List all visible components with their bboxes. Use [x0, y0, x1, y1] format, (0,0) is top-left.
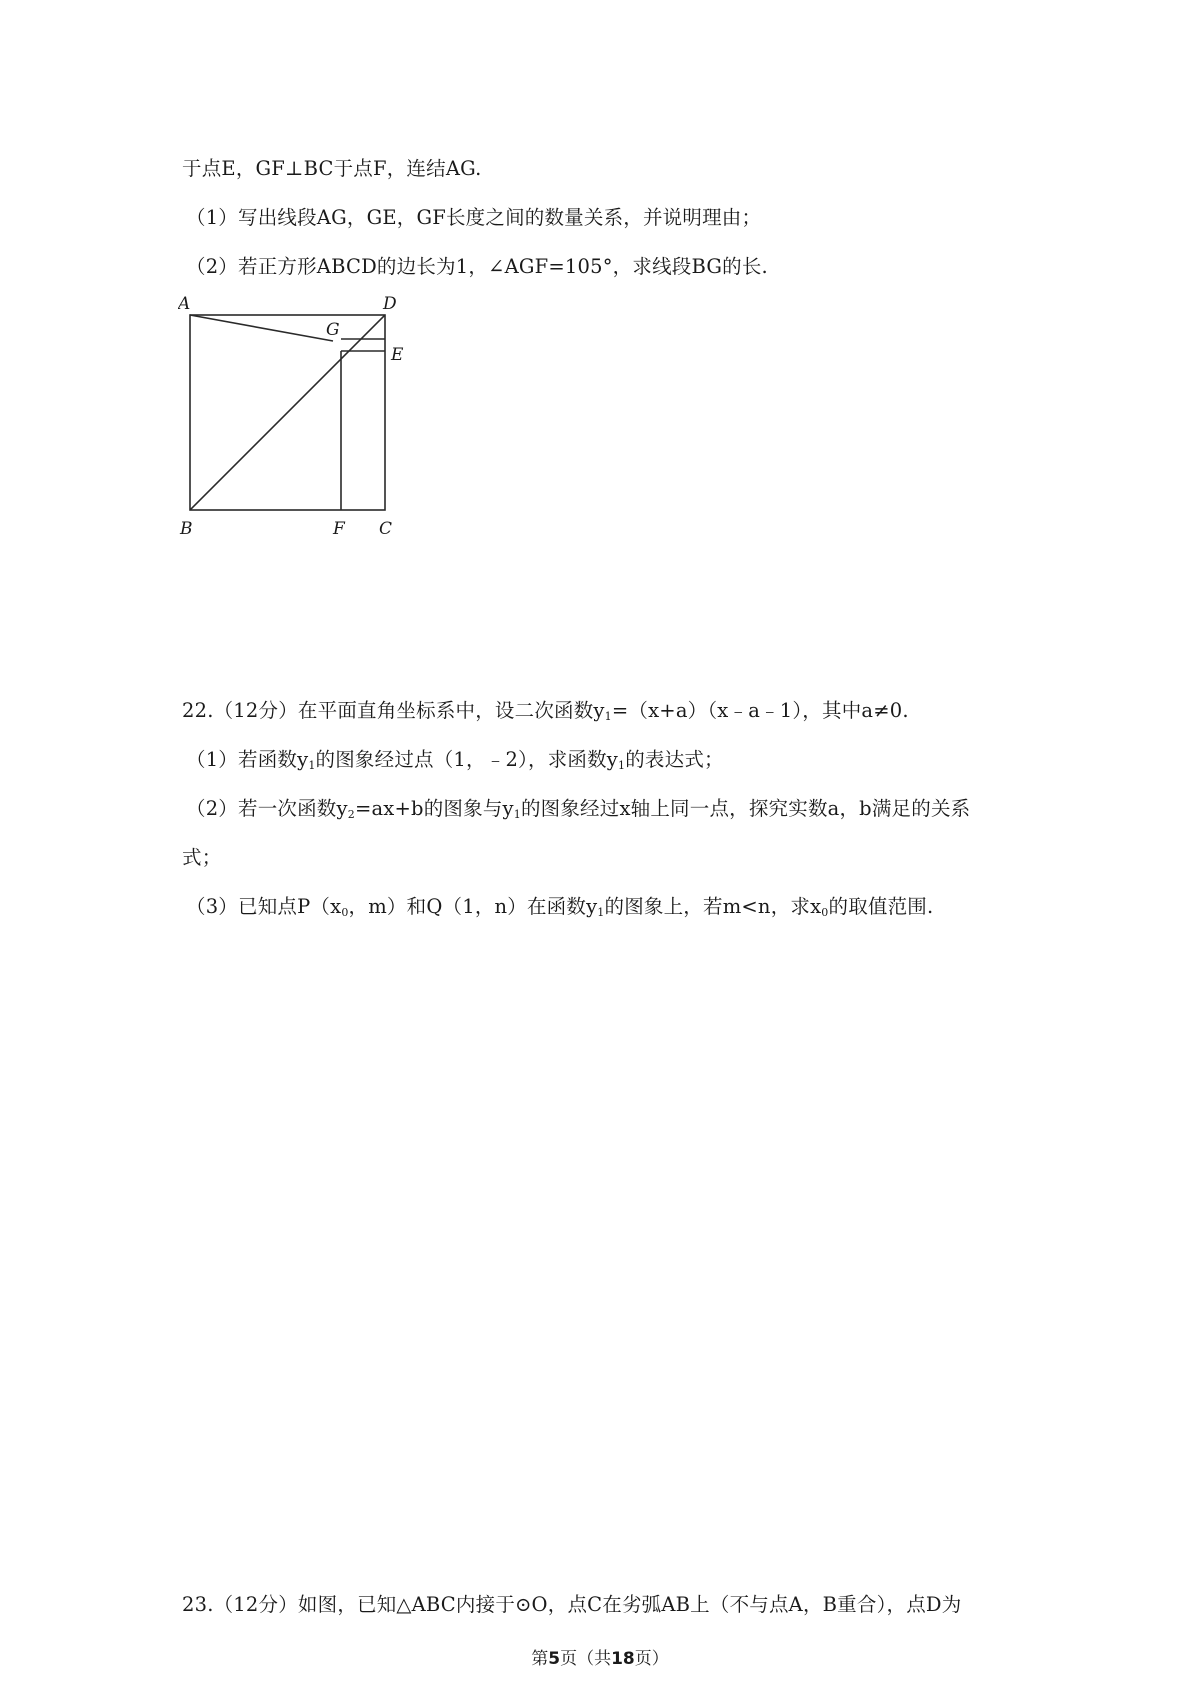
- q22-part2-continued: 式；: [182, 846, 222, 869]
- q22-part2: （2）若一次函数$y_2=ax+b$的图象与$y_1$的图象经过x轴上同一点，探究实数a，b满足的关系: [186, 797, 971, 821]
- page-footer: 第5页（共18页）: [531, 1649, 669, 1669]
- diagonal-bd: [190, 315, 385, 510]
- total-page-count: 18: [611, 1649, 635, 1669]
- q23-header: 23.（12分）如图，已知△ABC内接于⊙O，点C在劣弧AB上（不与点A，B重合），点D为: [182, 1593, 962, 1616]
- square-abcd-figure: [178, 295, 423, 540]
- q21-part1: （1）写出线段AG，GE，GF长度之间的数量关系，并说明理由；: [186, 206, 762, 229]
- q22-header: 22.（12分）在平面直角坐标系中，设二次函数$y_1=(x+a)(x﹣a﹣1)$，其中a≠0.: [182, 699, 909, 723]
- label-f: F: [333, 519, 345, 539]
- label-d: D: [383, 295, 397, 314]
- label-b: B: [180, 519, 193, 539]
- q21-part2: （2）若正方形ABCD的边长为1，∠AGF=105°，求线段BG的长.: [186, 255, 768, 278]
- q21-text-top: 于点E，GF⊥BC于点F，连结AG.: [182, 157, 482, 180]
- label-g: G: [326, 320, 340, 340]
- label-c: C: [379, 519, 393, 539]
- label-a: A: [178, 295, 191, 314]
- q22-part3: （3）已知点$P(x_0$，m）和Q（1，n）在函数$y_1$的图象上，若m<n，求$x_0$的取值范围.: [186, 895, 934, 919]
- label-e: E: [391, 345, 404, 365]
- segment-ag: [190, 315, 333, 341]
- q22-part1: （1）若函数$y_1$的图象经过点（1，﹣2），求函数$y_1$的表达式；: [186, 748, 724, 772]
- current-page-number: 5: [548, 1649, 561, 1669]
